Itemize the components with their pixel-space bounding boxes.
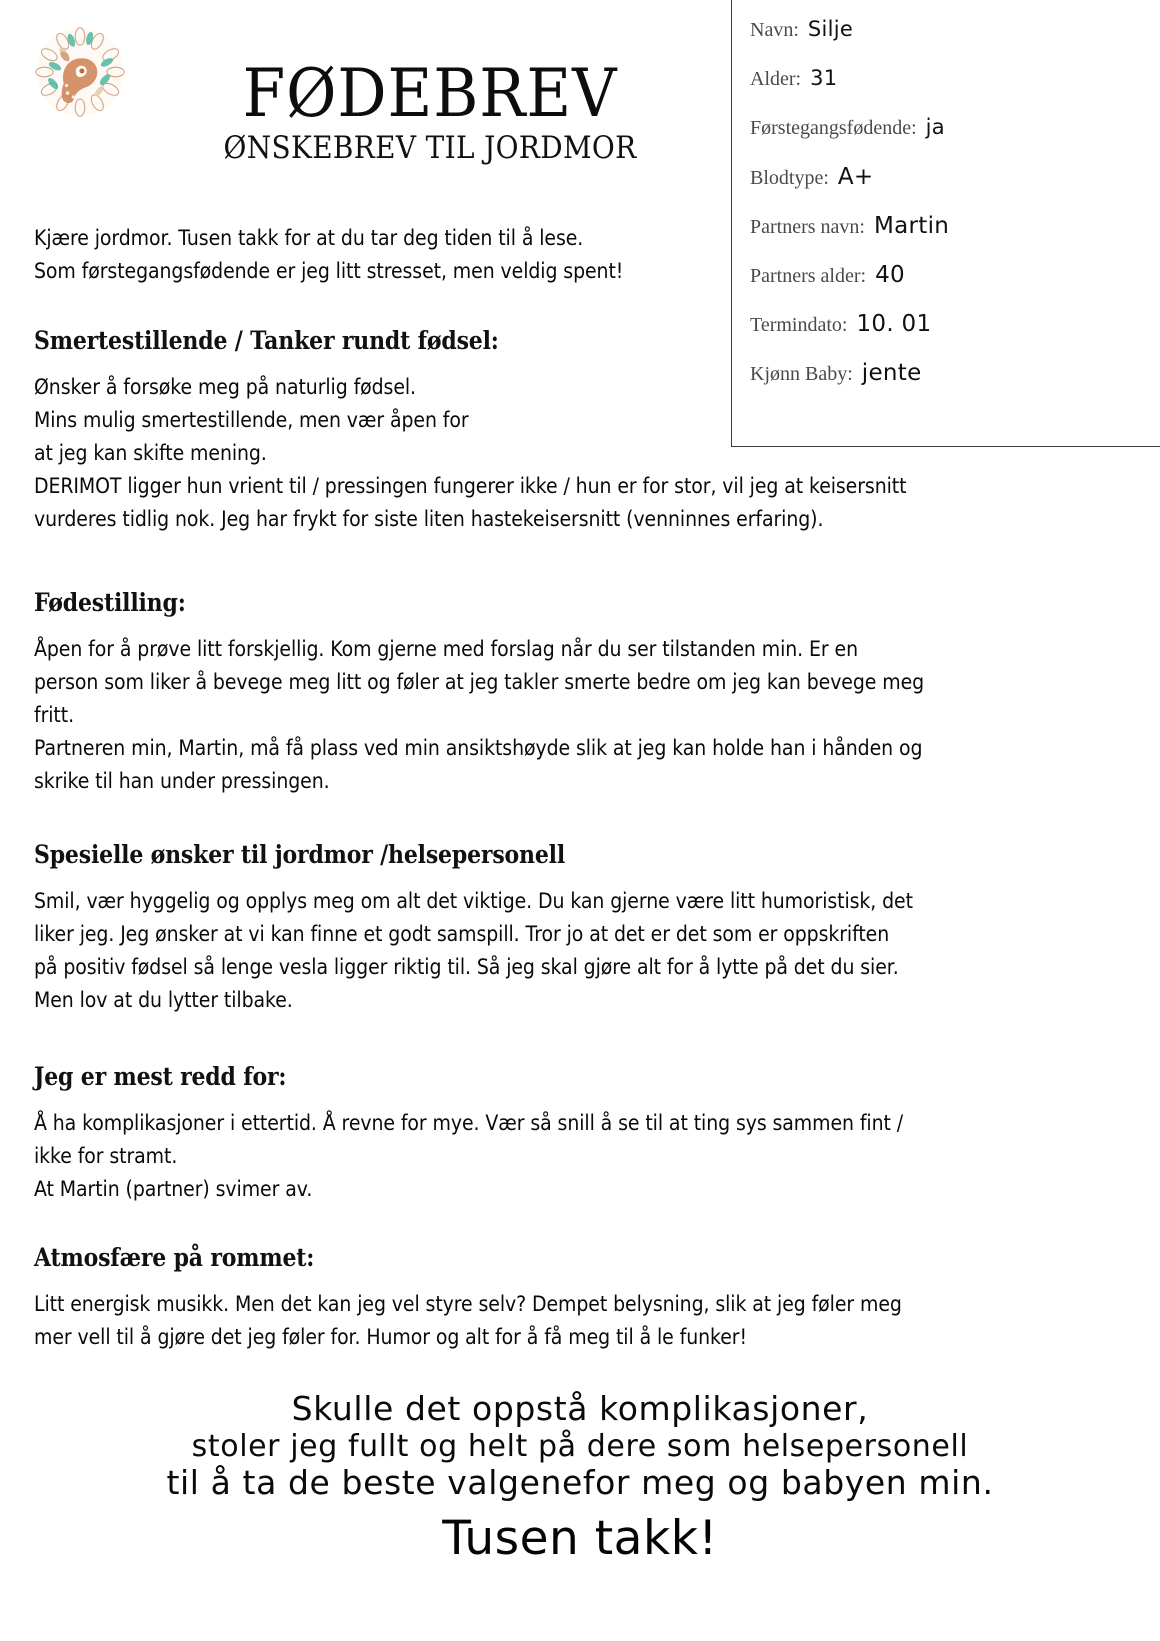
page-title: FØDEBREV [242,55,618,132]
body-line: at jeg kan skifte mening. [34,441,267,466]
section-body [34,885,1134,1017]
info-row [750,262,1160,311]
intro-paragraph [34,222,714,288]
info-value-navn: Silje [807,17,854,41]
body-line: vurderes tidlig nok. Jeg har frykt for siste liten hastekeisersnitt (venninnes erfaring). [34,507,824,532]
body-line: Å ha komplikasjoner i ettertid. Å revne for mye. Vær så snill å se til at ting sys sammen fint / [34,1111,904,1136]
body-line: DERIMOT ligger hun vrient til / pressingen fungerer ikke / hun er for stor, vil jeg at keisersnitt [34,474,907,499]
section-smertestillende [34,326,1134,536]
info-row [750,164,1160,213]
section-body [34,633,1134,798]
section-heading: Smertestillende / Tanker rundt fødsel: [34,326,499,355]
section-redd-for [34,1062,1134,1206]
deer-wreath-logo-icon [32,24,128,120]
section-spesielle-onsker [34,840,1134,1017]
section-body [34,371,1134,536]
body-line: på positiv fødsel så lenge vesla ligger riktig til. Så jeg skal gjøre alt for å lytte på det du sier. [34,955,899,980]
intro-line: Kjære jordmor. Tusen takk for at du tar deg tiden til å lese. [34,226,584,251]
info-label-termindato: Termindato: [750,314,848,336]
body-line: Ønsker å forsøke meg på naturlig fødsel. [34,375,416,400]
section-heading: Jeg er mest redd for: [34,1062,287,1091]
body-line: person som liker å bevege meg litt og føler at jeg takler smerte bedre om jeg kan bevege meg [34,670,925,695]
body-line: At Martin (partner) svimer av. [34,1177,313,1202]
closing-line-3: til å ta de beste valgenefor meg og babyen min. [166,1463,994,1503]
info-label-navn: Navn: [750,19,799,41]
body-line: mer vell til å gjøre det jeg føler for. Humor og alt for å få meg til å le funker! [34,1325,747,1350]
thank-you-text: Tusen takk! [442,1511,718,1567]
body-line: skrike til han under pressingen. [34,769,330,794]
page-subtitle: ØNSKEBREV TIL JORDMOR [223,130,637,167]
section-body [34,1107,1134,1206]
info-row [750,115,1160,164]
closing-line-2: stoler jeg fullt og helt på dere som helsepersonell [191,1428,969,1464]
section-heading: Fødestilling: [34,588,186,617]
info-label-blodtype: Blodtype: [750,167,829,189]
body-line: liker jeg. Jeg ønsker at vi kan finne et godt samspill. Tror jo at det er det som er oppskriften [34,922,890,947]
body-line: fritt. [34,703,75,728]
body-line: Smil, vær hyggelig og opplys meg om alt det viktige. Du kan gjerne være litt humoristisk, det [34,889,913,914]
closing-line-1: Skulle det oppstå komplikasjoner, [291,1389,869,1428]
body-line: Litt energisk musikk. Men det kan jeg vel styre selv? Dempet belysning, slik at jeg føler meg [34,1292,902,1317]
info-value-kjonn-baby: jente [861,360,922,386]
intro-line: Som førstegangsfødende er jeg litt stresset, men veldig spent! [34,259,624,284]
body-line: Mins mulig smertestillende, men vær åpen for [34,408,469,433]
info-value-alder: 31 [810,66,838,90]
info-label-kjonn-baby: Kjønn Baby: [750,363,853,385]
section-atmosfaere [34,1243,1134,1354]
info-value-forstegangsfodende: ja [925,115,945,139]
info-value-blodtype: A+ [837,164,874,190]
section-body [34,1288,1134,1354]
title-block [140,55,720,167]
info-row [750,66,1160,115]
body-line: ikke for stramt. [34,1144,178,1169]
body-line: Åpen for å prøve litt forskjellig. Kom gjerne med forslag når du ser tilstanden min. Er en [34,637,858,662]
body-line: Partneren min, Martin, må få plass ved min ansiktshøyde slik at jeg kan holde han i hånden og [34,736,923,761]
info-value-termindato: 10. 01 [856,311,932,337]
info-row [750,17,1160,66]
info-label-forstegangsfodende: Førstegangsfødende: [750,117,917,139]
body-line: Men lov at du lytter tilbake. [34,988,293,1013]
info-label-alder: Alder: [750,68,802,90]
section-heading: Atmosfære på rommet: [34,1243,315,1272]
closing-message [0,1390,1160,1566]
info-label-partners-navn: Partners navn: [750,216,865,238]
info-row [750,213,1160,262]
section-fodestilling [34,588,1134,798]
info-value-partners-alder: 40 [875,262,905,288]
section-heading: Spesielle ønsker til jordmor /helsepersonell [34,840,566,869]
info-label-partners-alder: Partners alder: [750,265,867,287]
info-value-partners-navn: Martin [873,213,950,239]
